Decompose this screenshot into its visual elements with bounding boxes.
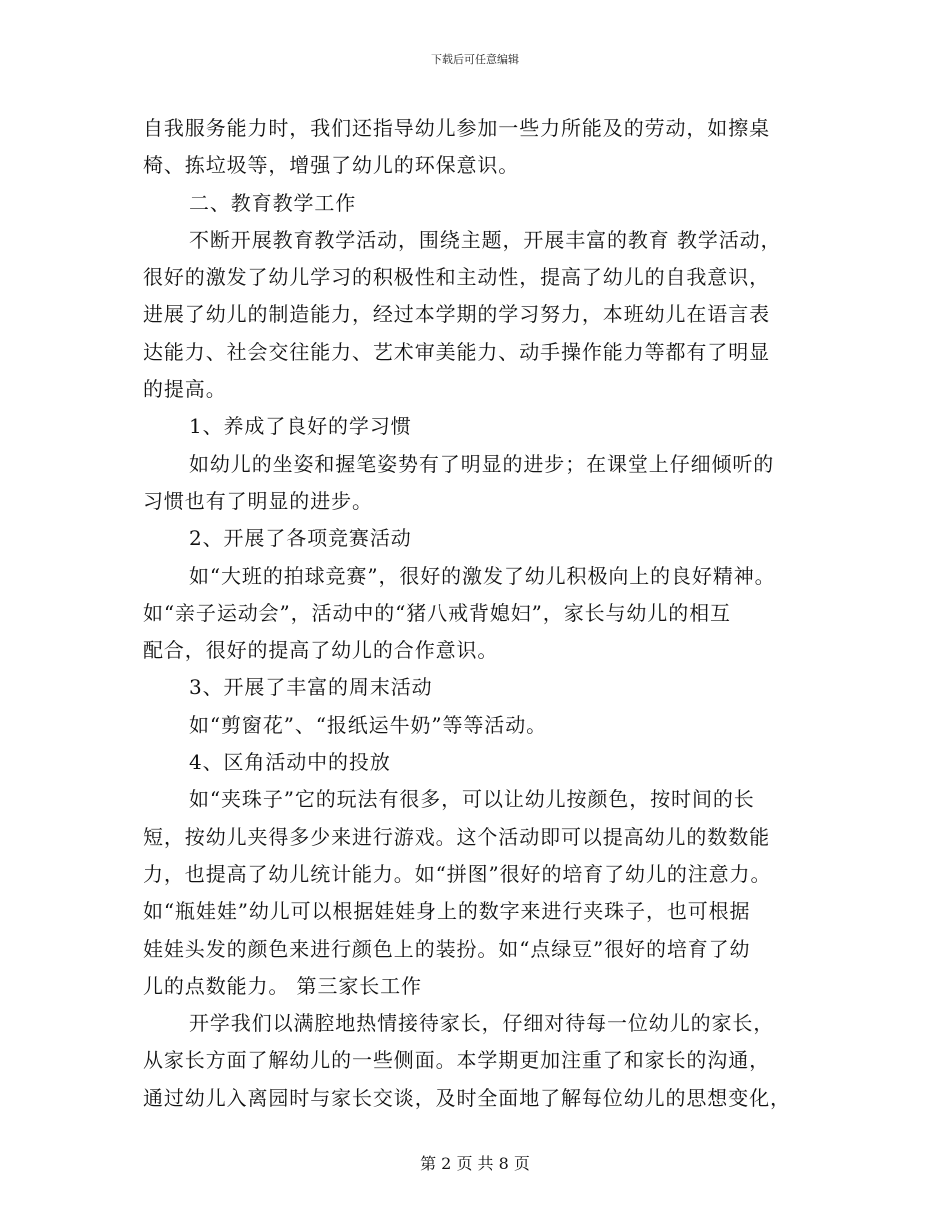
text-line: 如“夹珠子”它的玩法有很多，可以让幼儿按颜色，按时间的长 <box>189 787 755 812</box>
text-line: 如“剪窗花”、“报纸运牛奶”等等活动。 <box>189 712 547 737</box>
text-line: 儿的点数能力。 第三家长工作 <box>143 973 422 998</box>
text-line: 不断开展教育教学活动，围绕主题，开展丰富的教育 教学活动， <box>189 227 782 252</box>
text-line: 娃娃头发的颜色来进行颜色上的装扮。如“点绿豆”很好的培育了幼 <box>143 936 751 961</box>
text-line: 很好的激发了幼儿学习的积极性和主动性，提高了幼儿的自我意识， <box>143 265 770 290</box>
text-line: 4、区角活动中的投放 <box>189 750 391 775</box>
text-line: 自我服务能力时，我们还指导幼儿参加一些力所能及的劳动，如擦桌 <box>143 116 770 140</box>
text-line: 的提高。 <box>143 377 227 402</box>
text-line: 开学我们以满腔地热情接待家长，仔细对待每一位幼儿的家长， <box>189 1011 775 1036</box>
text-line: 力，也提高了幼儿统计能力。如“拼图”很好的培育了幼儿的注意力。 <box>143 861 772 886</box>
text-line: 如“亲子运动会”，活动中的“猪八戒背媳妇”，家长与幼儿的相互 <box>143 600 731 625</box>
page-footer: 第 2 页 共 8 页 <box>420 1154 530 1173</box>
document-body <box>143 110 823 1117</box>
text-line: 如“瓶娃娃”幼儿可以根据娃娃身上的数字来进行夹珠子，也可根据 <box>143 899 751 924</box>
text-line: 3、开展了丰富的周末活动 <box>189 675 433 700</box>
text-line: 配合，很好的提高了幼儿的合作意识。 <box>143 638 499 663</box>
text-line: 达能力、社会交往能力、艺术审美能力、动手操作能力等都有了明显 <box>143 339 770 364</box>
page-header: 下载后可任意编辑 <box>431 53 519 66</box>
text-line: 通过幼儿入离园时与家长交谈，及时全面地了解每位幼儿的思想变化， <box>143 1085 791 1110</box>
text-line: 2、开展了各项竞赛活动 <box>189 526 412 551</box>
text-line: 如“大班的拍球竞赛”，很好的激发了幼儿积极向上的良好精神。 <box>189 563 776 588</box>
text-line: 如幼儿的坐姿和握笔姿势有了明显的进步；在课堂上仔细倾听的 <box>189 451 775 476</box>
text-line: 短，按幼儿夹得多少来进行游戏。这个活动即可以提高幼儿的数数能 <box>143 824 770 849</box>
text-line: 1、养成了良好的学习惯 <box>189 414 412 439</box>
text-line: 二、教育教学工作 <box>189 190 357 215</box>
text-line: 习惯也有了明显的进步。 <box>143 488 373 513</box>
text-line: 从家长方面了解幼儿的一些侧面。本学期更加注重了和家长的沟通， <box>143 1048 770 1073</box>
text-line: 进展了幼儿的制造能力，经过本学期的学习努力，本班幼儿在语言表 <box>143 302 770 327</box>
text-line: 椅、拣垃圾等，增强了幼儿的环保意识。 <box>143 153 520 178</box>
